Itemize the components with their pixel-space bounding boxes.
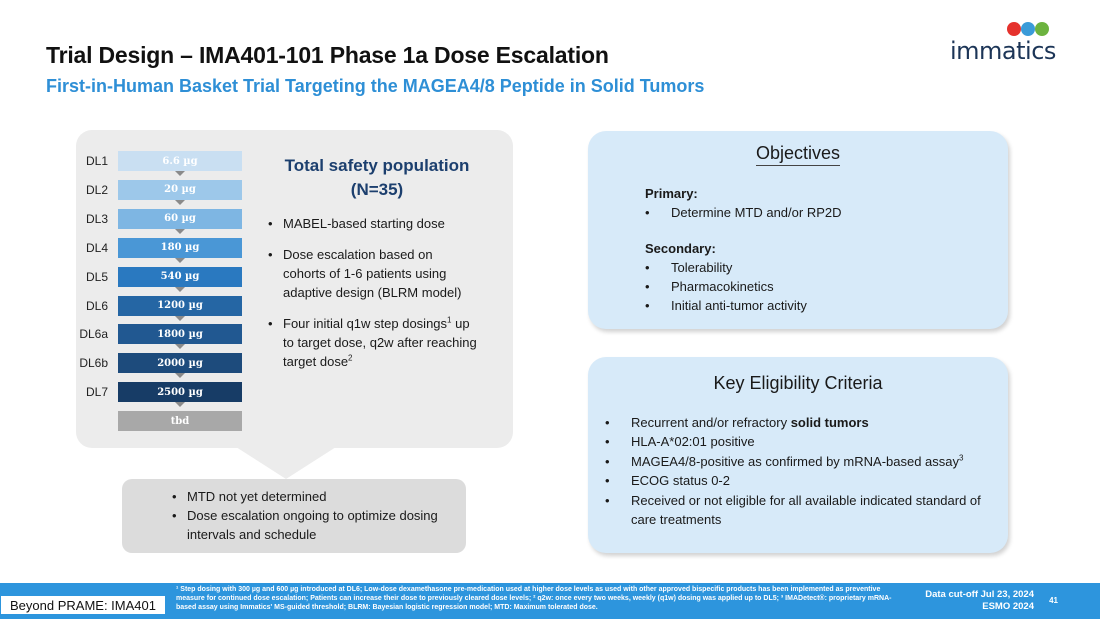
population-n: (N=35)	[350, 180, 404, 199]
objectives-heading: Objectives	[588, 143, 1008, 164]
event-name: ESMO 2024	[982, 601, 1034, 612]
criterion-hla: • HLA-A*02:01 positive	[605, 432, 1000, 451]
callout-pointer	[236, 447, 336, 479]
eligibility-heading: Key Eligibility Criteria	[713, 373, 883, 393]
dose-level-bar: 2000 µg	[118, 353, 242, 373]
dose-level-bar: 20 µg	[118, 180, 242, 200]
logo-wordmark: immatics	[950, 37, 1056, 65]
dose-level-bar: 180 µg	[118, 238, 242, 258]
step-dosing-text-2: up to target dose, q2w after reaching target dose	[283, 316, 477, 369]
dose-level-label: DL4	[85, 240, 108, 255]
eligibility-list	[605, 413, 1000, 529]
primary-label: Primary:	[645, 186, 698, 201]
bullet-step-dosing	[268, 314, 478, 371]
dose-step-arrow	[175, 229, 185, 234]
dose-level-label: DL6	[85, 298, 108, 313]
dose-step-arrow	[175, 287, 185, 292]
slide-title: Trial Design – IMA401-101 Phase 1a Dose Escalation	[46, 42, 609, 68]
dose-step-arrow	[175, 344, 185, 349]
status-bullets	[172, 487, 452, 544]
design-bullets	[268, 214, 478, 383]
data-cutoff	[925, 589, 1034, 613]
bullet-escalation: • Dose escalation based on cohorts of 1-6 patients using adaptive design (BLRM model)	[268, 245, 478, 302]
dose-level-label: DL6a	[79, 327, 108, 342]
bullet-mabel: • MABEL-based starting dose	[268, 214, 478, 233]
footer-section-label: Beyond PRAME: IMA401	[0, 595, 166, 615]
status-mtd: • MTD not yet determined	[172, 487, 452, 506]
dose-level-bar: 2500 µg	[118, 382, 242, 402]
criterion-soc: • Received or not eligible for all available indicated standard of care treatments	[605, 491, 1000, 530]
dose-level-bar: 60 µg	[118, 209, 242, 229]
dose-step-arrow	[175, 402, 185, 407]
dose-level-label: DL1	[85, 154, 108, 168]
dose-level-bar: 1200 µg	[118, 296, 242, 316]
population-title-text: Total safety population	[284, 156, 470, 175]
dose-level-bar: 6.6 µg	[118, 151, 242, 171]
page-number: 41	[1049, 596, 1058, 605]
criterion-magea: • MAGEA4/8-positive as confirmed by mRNA-based assay$^3$	[605, 452, 1000, 471]
secondary-item-pk: • Pharmacokinetics	[645, 279, 774, 294]
secondary-item-tolerability: • Tolerability	[645, 260, 733, 275]
footnote-ref-2: 2	[348, 353, 353, 363]
dose-step-arrow	[175, 258, 185, 263]
footnote-ref-1: 1	[447, 315, 452, 325]
dose-step-arrow	[175, 200, 185, 205]
primary-item: • Determine MTD and/or RP2D	[645, 205, 842, 220]
step-dosing-text-1: Four initial q1w step dosings	[283, 316, 448, 331]
population-title	[268, 154, 486, 202]
logo-dot-red	[1007, 22, 1021, 36]
dose-step-arrow	[175, 171, 185, 176]
dose-level-bar: tbd	[118, 411, 242, 431]
dose-level-label: DL3	[85, 211, 108, 226]
dose-escalation-panel	[76, 130, 513, 448]
criterion-ecog: • ECOG status 0-2	[605, 471, 1000, 490]
secondary-item-activity: • Initial anti-tumor activity	[645, 298, 807, 313]
cutoff-date: Data cut-off Jul 23, 2024	[925, 589, 1034, 600]
dose-level-label: DL7	[85, 385, 108, 400]
status-ongoing: • Dose escalation ongoing to optimize dosing intervals and schedule	[172, 506, 452, 544]
dose-level-label: DL6b	[79, 356, 108, 371]
dose-step-arrow	[175, 373, 185, 378]
immatics-logo	[950, 22, 1056, 72]
dose-step-arrow	[175, 316, 185, 321]
eligibility-box	[588, 357, 1008, 553]
logo-dot-blue	[1021, 22, 1035, 36]
footnote-ref-3: 3	[959, 453, 964, 463]
dose-level-bar: 1800 µg	[118, 324, 242, 344]
logo-dot-green	[1035, 22, 1049, 36]
footnote-text: ¹ Step dosing with 300 µg and 600 µg introduced at DL6; Low-dose dexamethasone pre-medication used at higher dose levels as used with other approved bispecific products has been implemented as preventive measure for continued dose escalation; Patients can increase their dose to previously cleared dose levels; ² q2w: once every two weeks, weekly (q1w) dosing was applied up to DL5; ³ IMADetect®: proprietary mRNA-based assay using Immatics' MS-guided threshold; BLRM: Bayesian logistic regression model; MTD: Maximum tolerated dose.	[176, 586, 892, 611]
status-box	[122, 479, 466, 553]
objectives-box	[588, 131, 1008, 329]
slide-subtitle: First-in-Human Basket Trial Targeting the MAGEA4/8 Peptide in Solid Tumors	[46, 76, 705, 96]
footer-bar	[0, 583, 1100, 619]
criterion-tumors: • Recurrent and/or refractory solid tumors	[605, 413, 1000, 432]
dose-level-label: DL2	[85, 182, 108, 197]
dose-level-label: DL5	[85, 269, 108, 284]
dose-level-bar: 540 µg	[118, 267, 242, 287]
secondary-label: Secondary:	[645, 241, 716, 256]
